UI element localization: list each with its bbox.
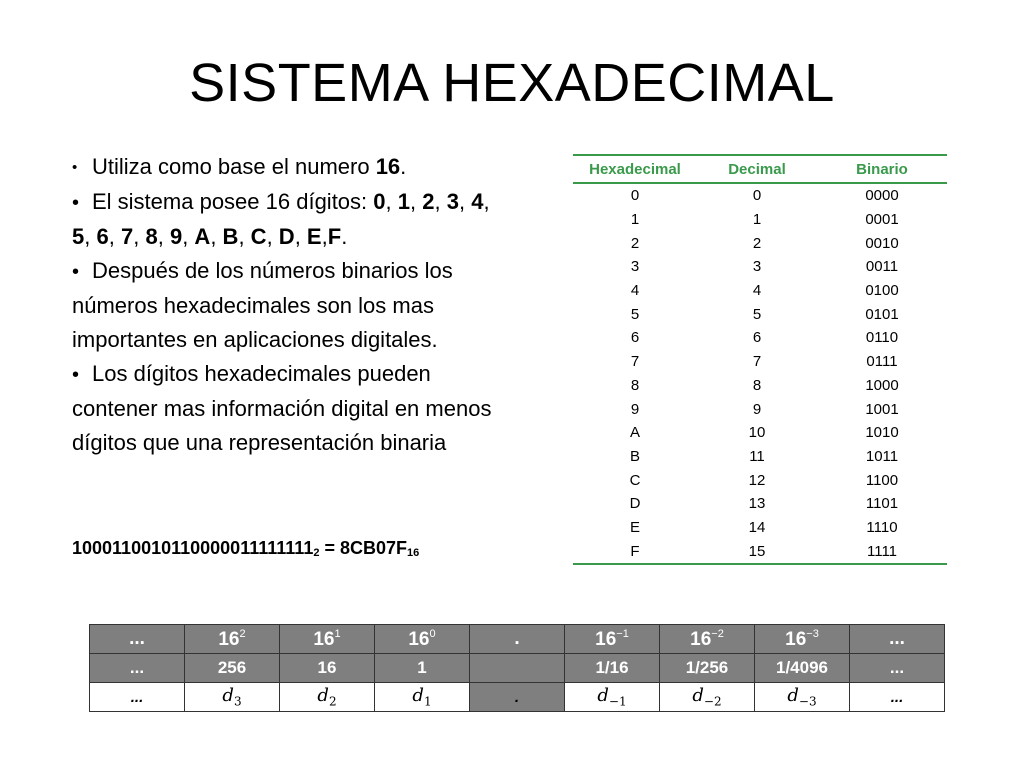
- digit-item: 6: [96, 224, 109, 249]
- table-row: [573, 421, 947, 445]
- power-cell: $16^1$: [280, 625, 375, 654]
- power-cell: $16^{-2}$: [660, 625, 755, 654]
- table-row: [573, 255, 947, 279]
- table-row: [573, 350, 947, 374]
- binary-cell: 1001: [865, 400, 899, 418]
- table-row: [573, 397, 947, 421]
- hex-cell: F: [573, 539, 697, 564]
- weight-cell: 1/4096: [755, 654, 850, 683]
- digit-cell: $d_{-2}$: [660, 683, 755, 712]
- conversion-example: $1000110010110000011111111_2 = 8CB07F_{16}$: [72, 538, 420, 559]
- values-row: [90, 654, 945, 683]
- weight-cell: [470, 654, 565, 683]
- power-cell: $16^{-3}$: [755, 625, 850, 654]
- hex-cell: B: [629, 447, 640, 465]
- digit-item: E: [306, 224, 322, 249]
- digit-item: C: [250, 224, 267, 249]
- power-cell: $16^{-1}$: [565, 625, 660, 654]
- binary-cell: 0101: [865, 305, 899, 323]
- weight-cell: 16: [280, 654, 375, 683]
- table-row: [573, 208, 947, 232]
- header-hexadecimal: Hexadecimal: [573, 155, 697, 183]
- header-decimal: Decimal: [697, 155, 817, 183]
- table-row: [573, 302, 947, 326]
- digit-item: D: [278, 224, 295, 249]
- digit-cell: $d_{-3}$: [755, 683, 850, 712]
- weight-cell: ...: [850, 654, 945, 683]
- digit-cell: .: [470, 683, 565, 712]
- binary-cell: 0110: [865, 329, 899, 347]
- digit-item: 2: [422, 189, 435, 214]
- decimal-cell: 1: [752, 211, 762, 229]
- decimal-cell: 0: [752, 187, 762, 205]
- binary-cell: 1000: [865, 376, 899, 394]
- hex-cell: E: [629, 518, 640, 536]
- binary-cell: 0111: [866, 353, 898, 371]
- weight-cell: 256: [185, 654, 280, 683]
- binary-cell: 0000: [865, 187, 899, 205]
- binary-cell: 1010: [865, 424, 899, 442]
- hex-cell: 3: [630, 258, 640, 276]
- digit-item: 5: [72, 224, 85, 249]
- digit-item: 0: [373, 189, 386, 214]
- hex-cell: A: [629, 424, 640, 442]
- decimal-cell: 11: [749, 447, 765, 465]
- table-body: [573, 183, 947, 564]
- table-row: [573, 516, 947, 540]
- bullet-base: • Utiliza como base el numero 16.: [72, 150, 512, 185]
- weight-cell: 1: [375, 654, 470, 683]
- digit-cell: $d_{-1}$: [565, 683, 660, 712]
- bullet-list: [72, 150, 512, 460]
- digit-item: A: [194, 224, 211, 249]
- decimal-cell: 3: [752, 258, 762, 276]
- decimal-cell: 7: [752, 353, 762, 371]
- table-header-row: [573, 155, 947, 183]
- bullet-importance: • Después de los números binarios los números hexadecimales son los mas importantes en aplicaciones digitales.: [72, 254, 512, 357]
- decimal-cell: 13: [748, 495, 766, 513]
- decimal-cell: 14: [748, 518, 766, 536]
- digit-item: 3: [446, 189, 459, 214]
- binary-cell: 1110: [866, 518, 898, 536]
- hex-cell: 2: [630, 234, 640, 252]
- decimal-cell: 12: [748, 471, 766, 489]
- digit-cell: $d_2$: [280, 683, 375, 712]
- table-row: [573, 539, 947, 564]
- weight-cell: 1/256: [660, 654, 755, 683]
- hex-cell: 8: [630, 376, 640, 394]
- table-row: [573, 326, 947, 350]
- table-row: [573, 279, 947, 303]
- table-row: [573, 183, 947, 208]
- bullet-density: • Los dígitos hexadecimales pueden contener mas información digital en menos dígitos que una representación binaria: [72, 357, 512, 460]
- powers-row: [90, 625, 945, 654]
- table-row: [573, 492, 947, 516]
- bullet-dot: •: [72, 261, 80, 283]
- weight-cell: 1/16: [565, 654, 660, 683]
- slide-title: SISTEMA HEXADECIMAL: [189, 53, 835, 113]
- hex-cell: 7: [630, 353, 640, 371]
- digit-item: 9: [169, 224, 183, 249]
- table-row: [573, 468, 947, 492]
- binary-cell: 1100: [865, 471, 899, 489]
- digit-item: 1: [397, 189, 410, 214]
- hex-cell: 0: [630, 187, 640, 205]
- binary-cell: 0010: [865, 234, 899, 252]
- digit-cell: $d_1$: [375, 683, 470, 712]
- digit-item: 8: [145, 224, 158, 249]
- bullet-digits: • El sistema posee 16 dígitos: 0, 1, 2, 3, 4, 5, 6, 7, 8, 9, A, B, C, D, E,F.: [72, 185, 512, 254]
- decimal-cell: 15: [697, 539, 817, 564]
- power-cell: $16^0$: [375, 625, 470, 654]
- binary-cell: 0001: [865, 211, 899, 229]
- power-cell: .: [470, 625, 565, 654]
- bullet-dot: •: [72, 192, 80, 214]
- hex-cell: 6: [630, 329, 640, 347]
- digit-list: 0, 1, 2, 3, 4, 5, 6, 7, 8, 9, A, B, C, D, E,F.: [72, 189, 490, 249]
- bullet-dot: •: [72, 364, 80, 386]
- table-row: [573, 231, 947, 255]
- power-cell: ...: [850, 625, 945, 654]
- decimal-cell: 2: [752, 234, 762, 252]
- digits-row: [90, 683, 945, 712]
- binary-cell: 0100: [865, 282, 899, 300]
- hex-cell: D: [629, 495, 641, 513]
- binary-cell: 1101: [865, 495, 899, 513]
- digit-item: 4: [471, 189, 484, 214]
- hex-cell: 9: [630, 400, 640, 418]
- hex-cell: C: [629, 471, 641, 489]
- decimal-cell: 4: [752, 282, 762, 300]
- decimal-cell: 6: [752, 329, 762, 347]
- hex-cell: 4: [630, 282, 640, 300]
- decimal-cell: 8: [752, 376, 762, 394]
- hex-cell: 5: [630, 305, 640, 323]
- bullet-dot: •: [72, 159, 78, 176]
- header-binario: Binario: [817, 155, 947, 183]
- binary-cell: 1011: [865, 447, 899, 465]
- decimal-cell: 5: [752, 305, 762, 323]
- digit-cell: $d_3$: [185, 683, 280, 712]
- binary-cell: 1111: [817, 539, 947, 564]
- digit-item: F: [327, 224, 342, 249]
- weight-cell: ...: [90, 654, 185, 683]
- hex-decimal-binary-table: [573, 154, 947, 565]
- digit-cell: ...: [90, 683, 185, 712]
- positional-weights-table: [89, 624, 945, 712]
- digit-item: B: [222, 224, 239, 249]
- decimal-cell: 10: [748, 424, 766, 442]
- power-cell: ...: [90, 625, 185, 654]
- binary-cell: 0011: [865, 258, 899, 276]
- hex-cell: 1: [630, 211, 640, 229]
- decimal-cell: 9: [752, 400, 762, 418]
- digit-cell: ...: [850, 683, 945, 712]
- power-cell: $16^2$: [185, 625, 280, 654]
- table-row: [573, 445, 947, 469]
- digit-item: 7: [120, 224, 134, 249]
- table-row: [573, 374, 947, 398]
